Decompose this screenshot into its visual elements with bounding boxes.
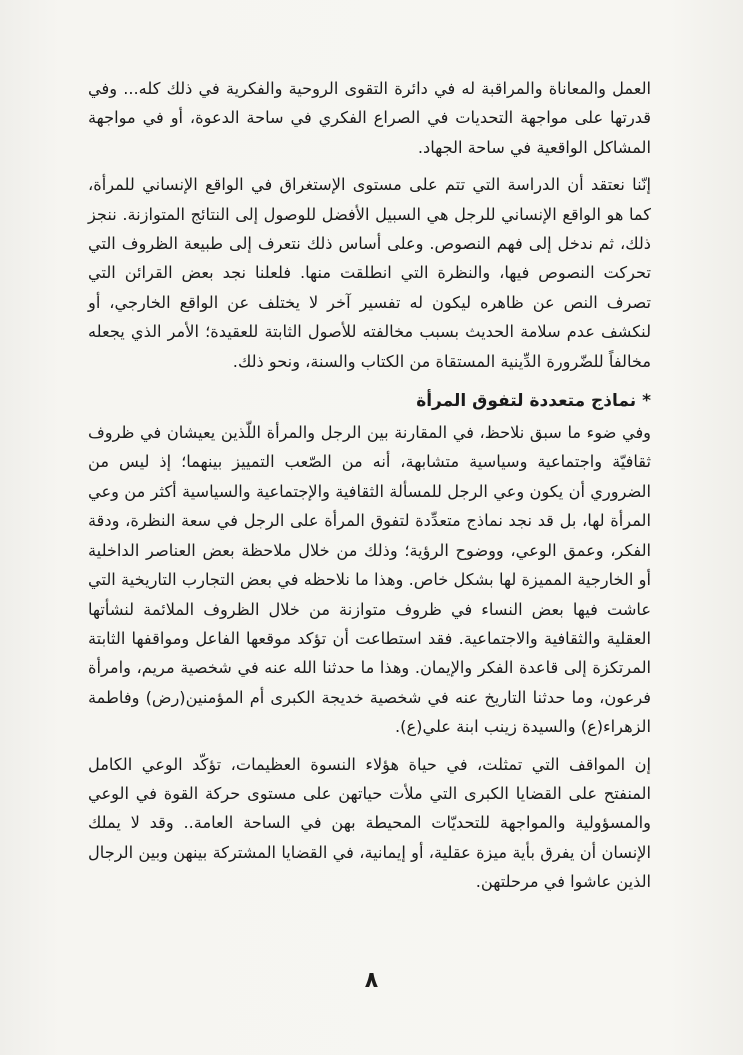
- paragraph-2: إنّنا نعتقد أن الدراسة التي تتم على مستوى الإستغراق في الواقع الإنساني للمرأة، كما هو الواقع الإنساني للرجل هي السبيل الأفضل للوصول إلى النتائج المتوازنة. ننجز ذلك، ثم ندخل إلى فهم النصوص. وعلى أساس ذلك نتعرف إلى طبيعة الظروف التي تحركت النصوص فيها، والنظرة التي انطلقت منها. فلعلنا نجد بعض القرائن التي تصرف النص عن ظاهره ليكون له تفسير آخر لا يختلف عن الواقع الخارجي، أو لنكشف عدم سلامة الحديث بسبب مخالفته للأصول الثابتة للعقيدة؛ الأمر الذي يجعله مخالفاً للضّرورة الدِّينية المستقاة من الكتاب والسنة، ونحو ذلك.: [88, 175, 651, 371]
- paragraph-1: العمل والمعاناة والمراقبة له في دائرة التقوى الروحية والفكرية في ذلك كله... وفي قدرتها على مواجهة التحديات في الصراع الفكري في ساحة الدعوة، أو في مواجهة المشاكل الواقعية في ساحة الجهاد.: [88, 79, 651, 157]
- page-number: ٨: [364, 968, 379, 993]
- paragraph-3: وفي ضوء ما سبق نلاحظ، في المقارنة بين الرجل والمرأة اللّذين يعيشان في ظروف ثقافيّة واجتماعية وسياسية متشابهة، أنه من الصّعب التمييز بينهما؛ إذ ليس من الضروري أن يكون وعي الرجل للمسألة الثقافية والإجتماعية والسياسية أكثر من وعي المرأة لها، بل قد نجد نماذج متعدِّدة لتفوق المرأة على الرجل في سعة النظرة، ودقة الفكر، وعمق الوعي، ووضوح الرؤية؛ وذلك من خلال ملاحظة بعض العناصر الداخلية أو الخارجية المميزة لها بشكل خاص. وهذا ما نلاحظه في بعض التجارب التاريخية التي عاشت فيها بعض النساء في ظروف متوازنة من خلال الظروف الملائمة لنشأتها العقلية والثقافية والاجتماعية. فقد استطاعت أن تؤكد موقعها الفاعل ومواقفها الثابتة المرتكزة إلى قاعدة الفكر والإيمان. وهذا ما حدثنا الله عنه في شخصية مريم، وامرأة فرعون، وما حدثنا التاريخ عنه في شخصية خديجة الكبرى أم المؤمنين(رض) وفاطمة الزهراء(ع) والسيدة زينب ابنة علي(ع).: [88, 423, 651, 737]
- body-text: [88, 74, 651, 897]
- section-heading: * نماذج متعددة لتفوق المرأة: [416, 391, 651, 412]
- paragraph-4: إن المواقف التي تمثلت، في حياة هؤلاء النسوة العظيمات، تؤكّد الوعي الكامل المنفتح على القضايا الكبرى التي ملأت حياتهن على مستوى حركة القوة في الوعي والمسؤولية والمواجهة للتحديّات المحيطة بهن في الساحة العامة.. وقد لا يملك الإنسان أن يفرق بأية ميزة عقلية، أو إيمانية، في القضايا المشتركة بينهن وبين الرجال الذين عاشوا في مرحلتهن.: [88, 754, 651, 892]
